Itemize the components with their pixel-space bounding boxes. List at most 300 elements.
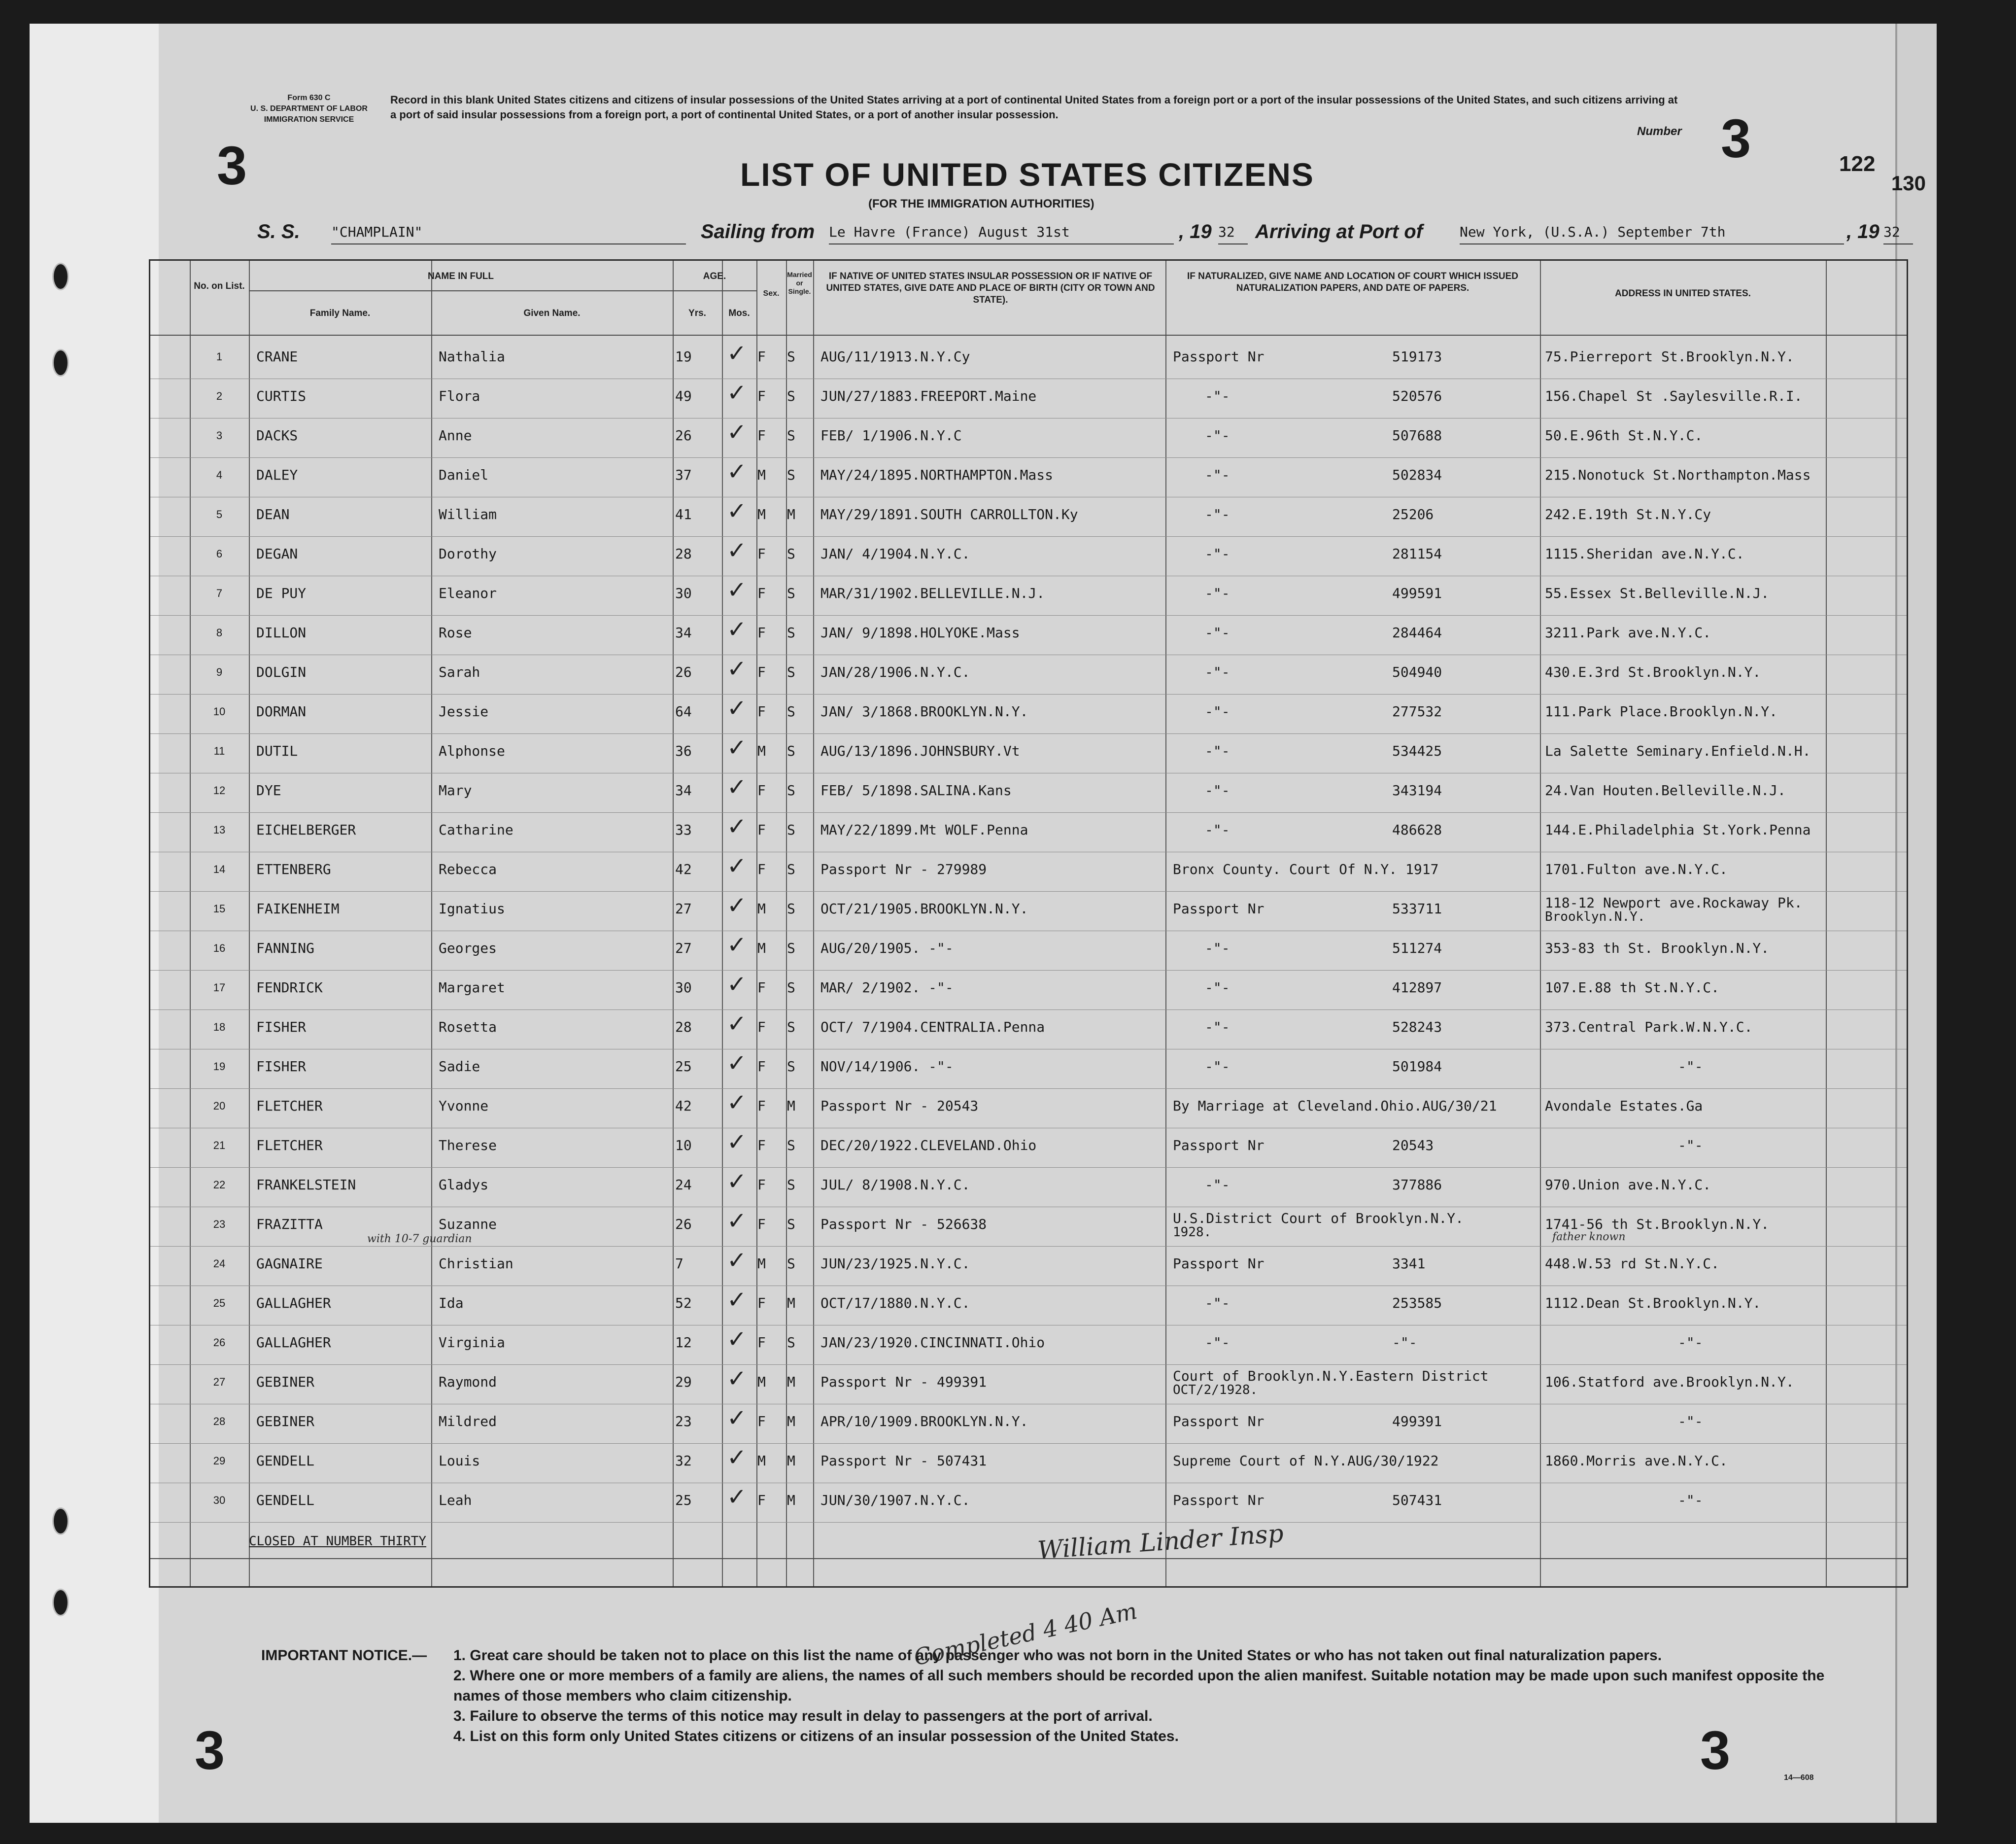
passport-number: 507688 — [1392, 427, 1442, 444]
address: 353-83 th St. Brooklyn.N.Y. — [1545, 940, 1770, 956]
birth-info: OCT/21/1905.BROOKLYN.N.Y. — [820, 901, 1028, 917]
age-years: 26 — [675, 427, 692, 444]
birth-info: JAN/23/1920.CINCINNATI.Ohio — [820, 1334, 1045, 1351]
sex: F — [757, 427, 766, 444]
given-name: Eleanor — [439, 585, 497, 601]
given-name: Anne — [439, 427, 472, 444]
marital-status: S — [787, 585, 795, 601]
sailing-from: Le Havre (France) August 31st — [829, 224, 1174, 244]
family-name: GAGNAIRE — [256, 1255, 323, 1272]
age-years: 28 — [675, 1019, 692, 1035]
check-mark: ✓ — [727, 1483, 747, 1511]
naturalization-info: By Marriage at Cleveland.Ohio.AUG/30/21 — [1173, 1098, 1497, 1114]
table-row — [150, 1089, 1907, 1128]
birth-info: Passport Nr - 20543 — [820, 1098, 979, 1114]
birth-info: OCT/17/1880.N.Y.C. — [820, 1295, 970, 1311]
sex: F — [757, 546, 766, 562]
naturalization-info: -"- — [1205, 427, 1230, 444]
sheet-number-top-right: 3 — [1721, 108, 1751, 169]
passport-number: 3341 — [1392, 1255, 1426, 1272]
sex: F — [757, 388, 766, 404]
address: 242.E.19th St.N.Y.Cy — [1545, 506, 1711, 522]
col-address: ADDRESS IN UNITED STATES. — [1615, 288, 1751, 299]
marital-status: S — [787, 388, 795, 404]
handwritten-note-address: father known — [1552, 1231, 1626, 1243]
naturalization-info: -"- — [1205, 1177, 1230, 1193]
sex: F — [757, 1137, 766, 1153]
check-mark: ✓ — [727, 379, 747, 407]
passport-number: 281154 — [1392, 546, 1442, 562]
marital-status: S — [787, 1334, 795, 1351]
age-years: 19 — [675, 348, 692, 365]
passport-number: 534425 — [1392, 743, 1442, 759]
age-years: 24 — [675, 1177, 692, 1193]
row-number: 17 — [213, 981, 226, 994]
marital-status: S — [787, 901, 795, 917]
sheet-number-bottom-right: 3 — [1700, 1720, 1731, 1781]
marital-status: S — [787, 348, 795, 365]
family-name: FISHER — [256, 1058, 307, 1075]
given-name: Dorothy — [439, 546, 497, 562]
col-married-single: Married or Single. — [787, 271, 812, 295]
naturalization-info: -"- — [1205, 388, 1230, 404]
row-number: 5 — [216, 508, 223, 521]
punch-hole — [52, 349, 69, 377]
naturalization-info: -"- — [1205, 585, 1230, 601]
sex: M — [757, 901, 766, 917]
col-given-name: Given Name. — [523, 308, 581, 318]
family-name: FLETCHER — [256, 1098, 323, 1114]
age-years: 27 — [675, 901, 692, 917]
sex: F — [757, 1177, 766, 1193]
address: 1701.Fulton ave.N.Y.C. — [1545, 861, 1728, 877]
col-sex: Sex. — [763, 289, 780, 298]
sailing-year: 32 — [1218, 224, 1248, 244]
passport-number: 284464 — [1392, 625, 1442, 641]
sex: F — [757, 782, 766, 799]
table-row — [150, 1404, 1907, 1444]
given-name: Rosetta — [439, 1019, 497, 1035]
row-number: 3 — [216, 429, 223, 442]
sex: F — [757, 1019, 766, 1035]
year-label: , 19 — [1846, 221, 1879, 243]
family-name: FAIKENHEIM — [256, 901, 340, 917]
department-name: U. S. DEPARTMENT OF LABOR — [250, 104, 368, 113]
marital-status: S — [787, 1137, 795, 1153]
marital-status: S — [787, 625, 795, 641]
family-name: GALLAGHER — [256, 1295, 331, 1311]
notice-list — [453, 1645, 1873, 1746]
table-row — [150, 892, 1907, 931]
birth-info: Passport Nr - 499391 — [820, 1374, 987, 1390]
passport-number: 533711 — [1392, 901, 1442, 917]
table-row — [150, 1325, 1907, 1365]
row-number: 29 — [213, 1455, 226, 1467]
sex: F — [757, 1058, 766, 1075]
address: -"- — [1678, 1413, 1703, 1429]
naturalization-info: -"- — [1205, 743, 1230, 759]
age-years: 27 — [675, 940, 692, 956]
punch-hole — [52, 1507, 69, 1535]
table-row — [150, 1049, 1907, 1089]
check-mark: ✓ — [727, 1168, 747, 1195]
sheet-number-bottom-left: 3 — [195, 1720, 225, 1781]
page-number: 122 — [1839, 152, 1876, 176]
address: 24.Van Houten.Belleville.N.J. — [1545, 782, 1786, 799]
col-yrs: Yrs. — [688, 308, 706, 318]
given-name: Ida — [439, 1295, 464, 1311]
col-age: AGE. — [703, 271, 726, 281]
given-name: Alphonse — [439, 743, 505, 759]
given-name: Suzanne — [439, 1216, 497, 1232]
address: Avondale Estates.Ga — [1545, 1098, 1703, 1114]
birth-info: AUG/11/1913.N.Y.Cy — [820, 348, 970, 365]
birth-info: MAR/ 2/1902. -"- — [820, 979, 954, 996]
given-name: Flora — [439, 388, 480, 404]
given-name: Yvonne — [439, 1098, 489, 1114]
check-mark: ✓ — [727, 1404, 747, 1432]
naturalization-info: -"- — [1205, 1334, 1230, 1351]
sex: F — [757, 1098, 766, 1114]
age-years: 23 — [675, 1413, 692, 1429]
row-number: 18 — [213, 1021, 226, 1033]
age-years: 7 — [675, 1255, 683, 1272]
birth-info: MAY/24/1895.NORTHAMPTON.Mass — [820, 467, 1054, 483]
ship-name: "CHAMPLAIN" — [331, 224, 686, 244]
family-name: DALEY — [256, 467, 298, 483]
check-mark: ✓ — [727, 773, 747, 801]
naturalization-info: -"- — [1205, 1019, 1230, 1035]
marital-status: S — [787, 861, 795, 877]
row-number: 10 — [213, 705, 226, 718]
age-years: 26 — [675, 664, 692, 680]
birth-info: AUG/20/1905. -"- — [820, 940, 954, 956]
sex: M — [757, 1255, 766, 1272]
marital-status: M — [787, 506, 795, 522]
marital-status: S — [787, 1255, 795, 1272]
marital-status: S — [787, 703, 795, 720]
marital-status: S — [787, 743, 795, 759]
birth-info: JUN/23/1925.N.Y.C. — [820, 1255, 970, 1272]
row-number: 4 — [216, 469, 223, 481]
check-mark: ✓ — [727, 497, 747, 525]
passport-number: 343194 — [1392, 782, 1442, 799]
passport-number: 499391 — [1392, 1413, 1442, 1429]
family-name: GEBINER — [256, 1413, 315, 1429]
address-line-2: Brooklyn.N.Y. — [1545, 909, 1645, 924]
given-name: Sadie — [439, 1058, 480, 1075]
age-years: 64 — [675, 703, 692, 720]
table-row — [150, 931, 1907, 971]
birth-info: OCT/ 7/1904.CENTRALIA.Penna — [820, 1019, 1045, 1035]
marital-status: S — [787, 427, 795, 444]
naturalization-info: -"- — [1205, 1058, 1230, 1075]
age-years: 26 — [675, 1216, 692, 1232]
birth-info: AUG/13/1896.JOHNSBURY.Vt — [820, 743, 1020, 759]
row-number: 21 — [213, 1139, 226, 1151]
col-naturalization: IF NATURALIZED, GIVE NAME AND LOCATION OF COURT WHICH ISSUED NATURALIZATION PAPERS, AND DATE OF PAPERS. — [1187, 271, 1518, 293]
row-number: 13 — [213, 824, 226, 836]
naturalization-info: Passport Nr — [1173, 348, 1264, 365]
sex: F — [757, 979, 766, 996]
birth-info: Passport Nr - 279989 — [820, 861, 987, 877]
given-name: Sarah — [439, 664, 480, 680]
table-row — [150, 379, 1907, 418]
marital-status: M — [787, 1374, 795, 1390]
marital-status: M — [787, 1413, 795, 1429]
birth-info: JAN/28/1906.N.Y.C. — [820, 664, 970, 680]
row-number: 23 — [213, 1218, 226, 1230]
birth-info: MAY/29/1891.SOUTH CARROLLTON.Ky — [820, 506, 1078, 522]
sex: M — [757, 506, 766, 522]
check-mark: ✓ — [727, 1207, 747, 1235]
row-number: 22 — [213, 1179, 226, 1191]
form-code: 14—608 — [1784, 1774, 1814, 1782]
passport-number: 20543 — [1392, 1137, 1434, 1153]
address: -"- — [1678, 1334, 1703, 1351]
marital-status: S — [787, 467, 795, 483]
given-name: Catharine — [439, 822, 513, 838]
age-years: 30 — [675, 979, 692, 996]
passenger-table — [149, 259, 1908, 1588]
sex: F — [757, 1295, 766, 1311]
birth-info: JUN/30/1907.N.Y.C. — [820, 1492, 970, 1508]
row-number: 16 — [213, 942, 226, 954]
passport-number: 519173 — [1392, 348, 1442, 365]
notice-item: 2. Where one or more members of a family are aliens, the names of all such members should be recorded upon the alien manifest. Suitable notation may be made upon such manifest opposite the names of those members who claim citizenship. — [453, 1668, 1825, 1704]
address: 107.E.88 th St.N.Y.C. — [1545, 979, 1720, 996]
row-number: 24 — [213, 1257, 226, 1270]
table-row — [150, 1010, 1907, 1049]
manifest-page — [30, 24, 1937, 1823]
check-mark: ✓ — [727, 1286, 747, 1314]
address: 144.E.Philadelphia St.York.Penna — [1545, 822, 1811, 838]
marital-status: M — [787, 1295, 795, 1311]
table-row — [150, 971, 1907, 1010]
family-name: DACKS — [256, 427, 298, 444]
check-mark: ✓ — [727, 892, 747, 919]
family-name: CRANE — [256, 348, 298, 365]
birth-info: JAN/ 9/1898.HOLYOKE.Mass — [820, 625, 1020, 641]
given-name: Margaret — [439, 979, 505, 996]
address: 55.Essex St.Belleville.N.J. — [1545, 585, 1770, 601]
passport-number: 528243 — [1392, 1019, 1442, 1035]
given-name: Mary — [439, 782, 472, 799]
birth-info: NOV/14/1906. -"- — [820, 1058, 954, 1075]
check-mark: ✓ — [727, 616, 747, 643]
naturalization-info: -"- — [1205, 506, 1230, 522]
age-years: 42 — [675, 1098, 692, 1114]
sex: F — [757, 703, 766, 720]
table-row — [150, 576, 1907, 616]
notice-item: 3. Failure to observe the terms of this notice may result in delay to passengers at the port of arrival. — [453, 1708, 1153, 1724]
address: 1860.Morris ave.N.Y.C. — [1545, 1453, 1728, 1469]
notice-item: 4. List on this form only United States citizens or citizens of an insular possession of the United States. — [453, 1728, 1179, 1744]
check-mark: ✓ — [727, 852, 747, 880]
punch-hole — [52, 263, 69, 290]
row-number: 8 — [216, 626, 223, 639]
table-row — [150, 655, 1907, 695]
address: 430.E.3rd St.Brooklyn.N.Y. — [1545, 664, 1761, 680]
given-name: Virginia — [439, 1334, 505, 1351]
voyage-line — [228, 221, 1900, 250]
given-name: Gladys — [439, 1177, 489, 1193]
given-name: Ignatius — [439, 901, 505, 917]
table-row — [150, 537, 1907, 576]
col-name-in-full: NAME IN FULL — [427, 271, 494, 281]
check-mark: ✓ — [727, 695, 747, 722]
sex: F — [757, 861, 766, 877]
ss-label: S. S. — [257, 221, 300, 243]
family-name: DORMAN — [256, 703, 307, 720]
check-mark: ✓ — [727, 734, 747, 762]
naturalization-date: OCT/2/1928. — [1173, 1383, 1258, 1397]
table-row — [150, 734, 1907, 773]
check-mark: ✓ — [727, 1010, 747, 1038]
naturalization-info: Bronx County. Court Of N.Y. 1917 — [1173, 861, 1439, 877]
birth-info: DEC/20/1922.CLEVELAND.Ohio — [820, 1137, 1037, 1153]
row-number: 30 — [213, 1494, 226, 1506]
family-name: DEGAN — [256, 546, 298, 562]
birth-info: JUL/ 8/1908.N.Y.C. — [820, 1177, 970, 1193]
row-number: 12 — [213, 784, 226, 797]
closing-note: CLOSED AT NUMBER THIRTY — [249, 1534, 427, 1549]
check-mark: ✓ — [727, 971, 747, 998]
row-number: 26 — [213, 1336, 226, 1349]
given-name: Raymond — [439, 1374, 497, 1390]
given-name: Rose — [439, 625, 472, 641]
given-name: Jessie — [439, 703, 489, 720]
marital-status: S — [787, 1216, 795, 1232]
naturalization-info: Passport Nr — [1173, 901, 1264, 917]
family-name: DUTIL — [256, 743, 298, 759]
inspector-signature: William Linder Insp — [1036, 1519, 1285, 1565]
col-family-name: Family Name. — [309, 308, 371, 318]
address: La Salette Seminary.Enfield.N.H. — [1545, 743, 1811, 759]
family-name: ETTENBERG — [256, 861, 331, 877]
page-subtitle: (FOR THE IMMIGRATION AUTHORITIES) — [868, 197, 1094, 210]
given-name: Rebecca — [439, 861, 497, 877]
marital-status: S — [787, 822, 795, 838]
birth-info: MAY/22/1899.Mt WOLF.Penna — [820, 822, 1028, 838]
punch-hole — [52, 1589, 69, 1616]
arriving-port: New York, (U.S.A.) September 7th — [1460, 224, 1844, 244]
naturalization-info: Passport Nr — [1173, 1137, 1264, 1153]
form-header — [159, 24, 1898, 255]
row-number: 2 — [216, 390, 223, 402]
passport-number: 499591 — [1392, 585, 1442, 601]
number-label: Number — [1637, 125, 1682, 138]
table-row — [150, 773, 1907, 813]
sex: M — [757, 467, 766, 483]
sex: M — [757, 743, 766, 759]
row-number: 15 — [213, 903, 226, 915]
service-name: IMMIGRATION SERVICE — [264, 115, 354, 124]
passport-number: 504940 — [1392, 664, 1442, 680]
family-name: FRANKELSTEIN — [256, 1177, 356, 1193]
given-name: Leah — [439, 1492, 472, 1508]
edge-page-number: 130 — [1891, 172, 1926, 195]
age-years: 29 — [675, 1374, 692, 1390]
address: 1115.Sheridan ave.N.Y.C. — [1545, 546, 1744, 562]
table-row — [150, 418, 1907, 458]
naturalization-info: -"- — [1205, 1295, 1230, 1311]
handwritten-completed-note: Completed 4 40 Am — [911, 1597, 1140, 1671]
marital-status: S — [787, 546, 795, 562]
marital-status: S — [787, 979, 795, 996]
row-number: 7 — [216, 587, 223, 599]
family-name: GENDELL — [256, 1492, 315, 1508]
given-name: Nathalia — [439, 348, 505, 365]
given-name: Georges — [439, 940, 497, 956]
family-name: EICHELBERGER — [256, 822, 356, 838]
naturalization-info: Passport Nr — [1173, 1492, 1264, 1508]
age-years: 49 — [675, 388, 692, 404]
address: 118-12 Newport ave.Rockaway Pk. — [1545, 895, 1803, 911]
notice-title: IMPORTANT NOTICE.— — [261, 1647, 427, 1664]
birth-info: Passport Nr - 526638 — [820, 1216, 987, 1232]
marital-status: S — [787, 782, 795, 799]
col-birth: IF NATIVE OF UNITED STATES INSULAR POSSESSION OR IF NATIVE OF UNITED STATES, GIVE DATE AND PLACE OF BIRTH (CITY OR TOWN AND STATE). — [826, 271, 1155, 305]
check-mark: ✓ — [727, 1089, 747, 1116]
naturalization-date: 1928. — [1173, 1225, 1212, 1240]
check-mark: ✓ — [727, 458, 747, 486]
check-mark: ✓ — [727, 1444, 747, 1471]
age-years: 12 — [675, 1334, 692, 1351]
birth-info: JAN/ 4/1904.N.Y.C. — [820, 546, 970, 562]
marital-status: M — [787, 1453, 795, 1469]
year-label: , 19 — [1179, 221, 1212, 243]
given-name: Louis — [439, 1453, 480, 1469]
check-mark: ✓ — [727, 1325, 747, 1353]
check-mark: ✓ — [727, 576, 747, 604]
passport-number: 277532 — [1392, 703, 1442, 720]
address: 106.Statford ave.Brooklyn.N.Y. — [1545, 1374, 1794, 1390]
passport-number: 412897 — [1392, 979, 1442, 996]
address: -"- — [1678, 1137, 1703, 1153]
check-mark: ✓ — [727, 1247, 747, 1274]
row-number: 9 — [216, 666, 223, 678]
check-mark: ✓ — [727, 1128, 747, 1156]
table-row — [150, 458, 1907, 497]
address: -"- — [1678, 1492, 1703, 1508]
marital-status: S — [787, 1058, 795, 1075]
address: 75.Pierreport St.Brooklyn.N.Y. — [1545, 348, 1794, 365]
table-row — [150, 1483, 1907, 1523]
age-years: 34 — [675, 782, 692, 799]
table-row — [150, 340, 1907, 379]
naturalization-info: -"- — [1205, 703, 1230, 720]
sailing-label: Sailing from — [701, 221, 815, 243]
address: -"- — [1678, 1058, 1703, 1075]
family-name: GEBINER — [256, 1374, 315, 1390]
family-name: DEAN — [256, 506, 290, 522]
table-row — [150, 616, 1907, 655]
passport-number: 511274 — [1392, 940, 1442, 956]
check-mark: ✓ — [727, 1365, 747, 1392]
family-name: DOLGIN — [256, 664, 307, 680]
row-number: 1 — [216, 350, 223, 363]
given-name: Mildred — [439, 1413, 497, 1429]
family-name: DILLON — [256, 625, 307, 641]
passport-number: 520576 — [1392, 388, 1442, 404]
col-no: No. on List. — [194, 281, 245, 291]
age-years: 34 — [675, 625, 692, 641]
age-years: 28 — [675, 546, 692, 562]
birth-info: JAN/ 3/1868.BROOKLYN.N.Y. — [820, 703, 1028, 720]
sex: F — [757, 1334, 766, 1351]
family-name: DE PUY — [256, 585, 307, 601]
